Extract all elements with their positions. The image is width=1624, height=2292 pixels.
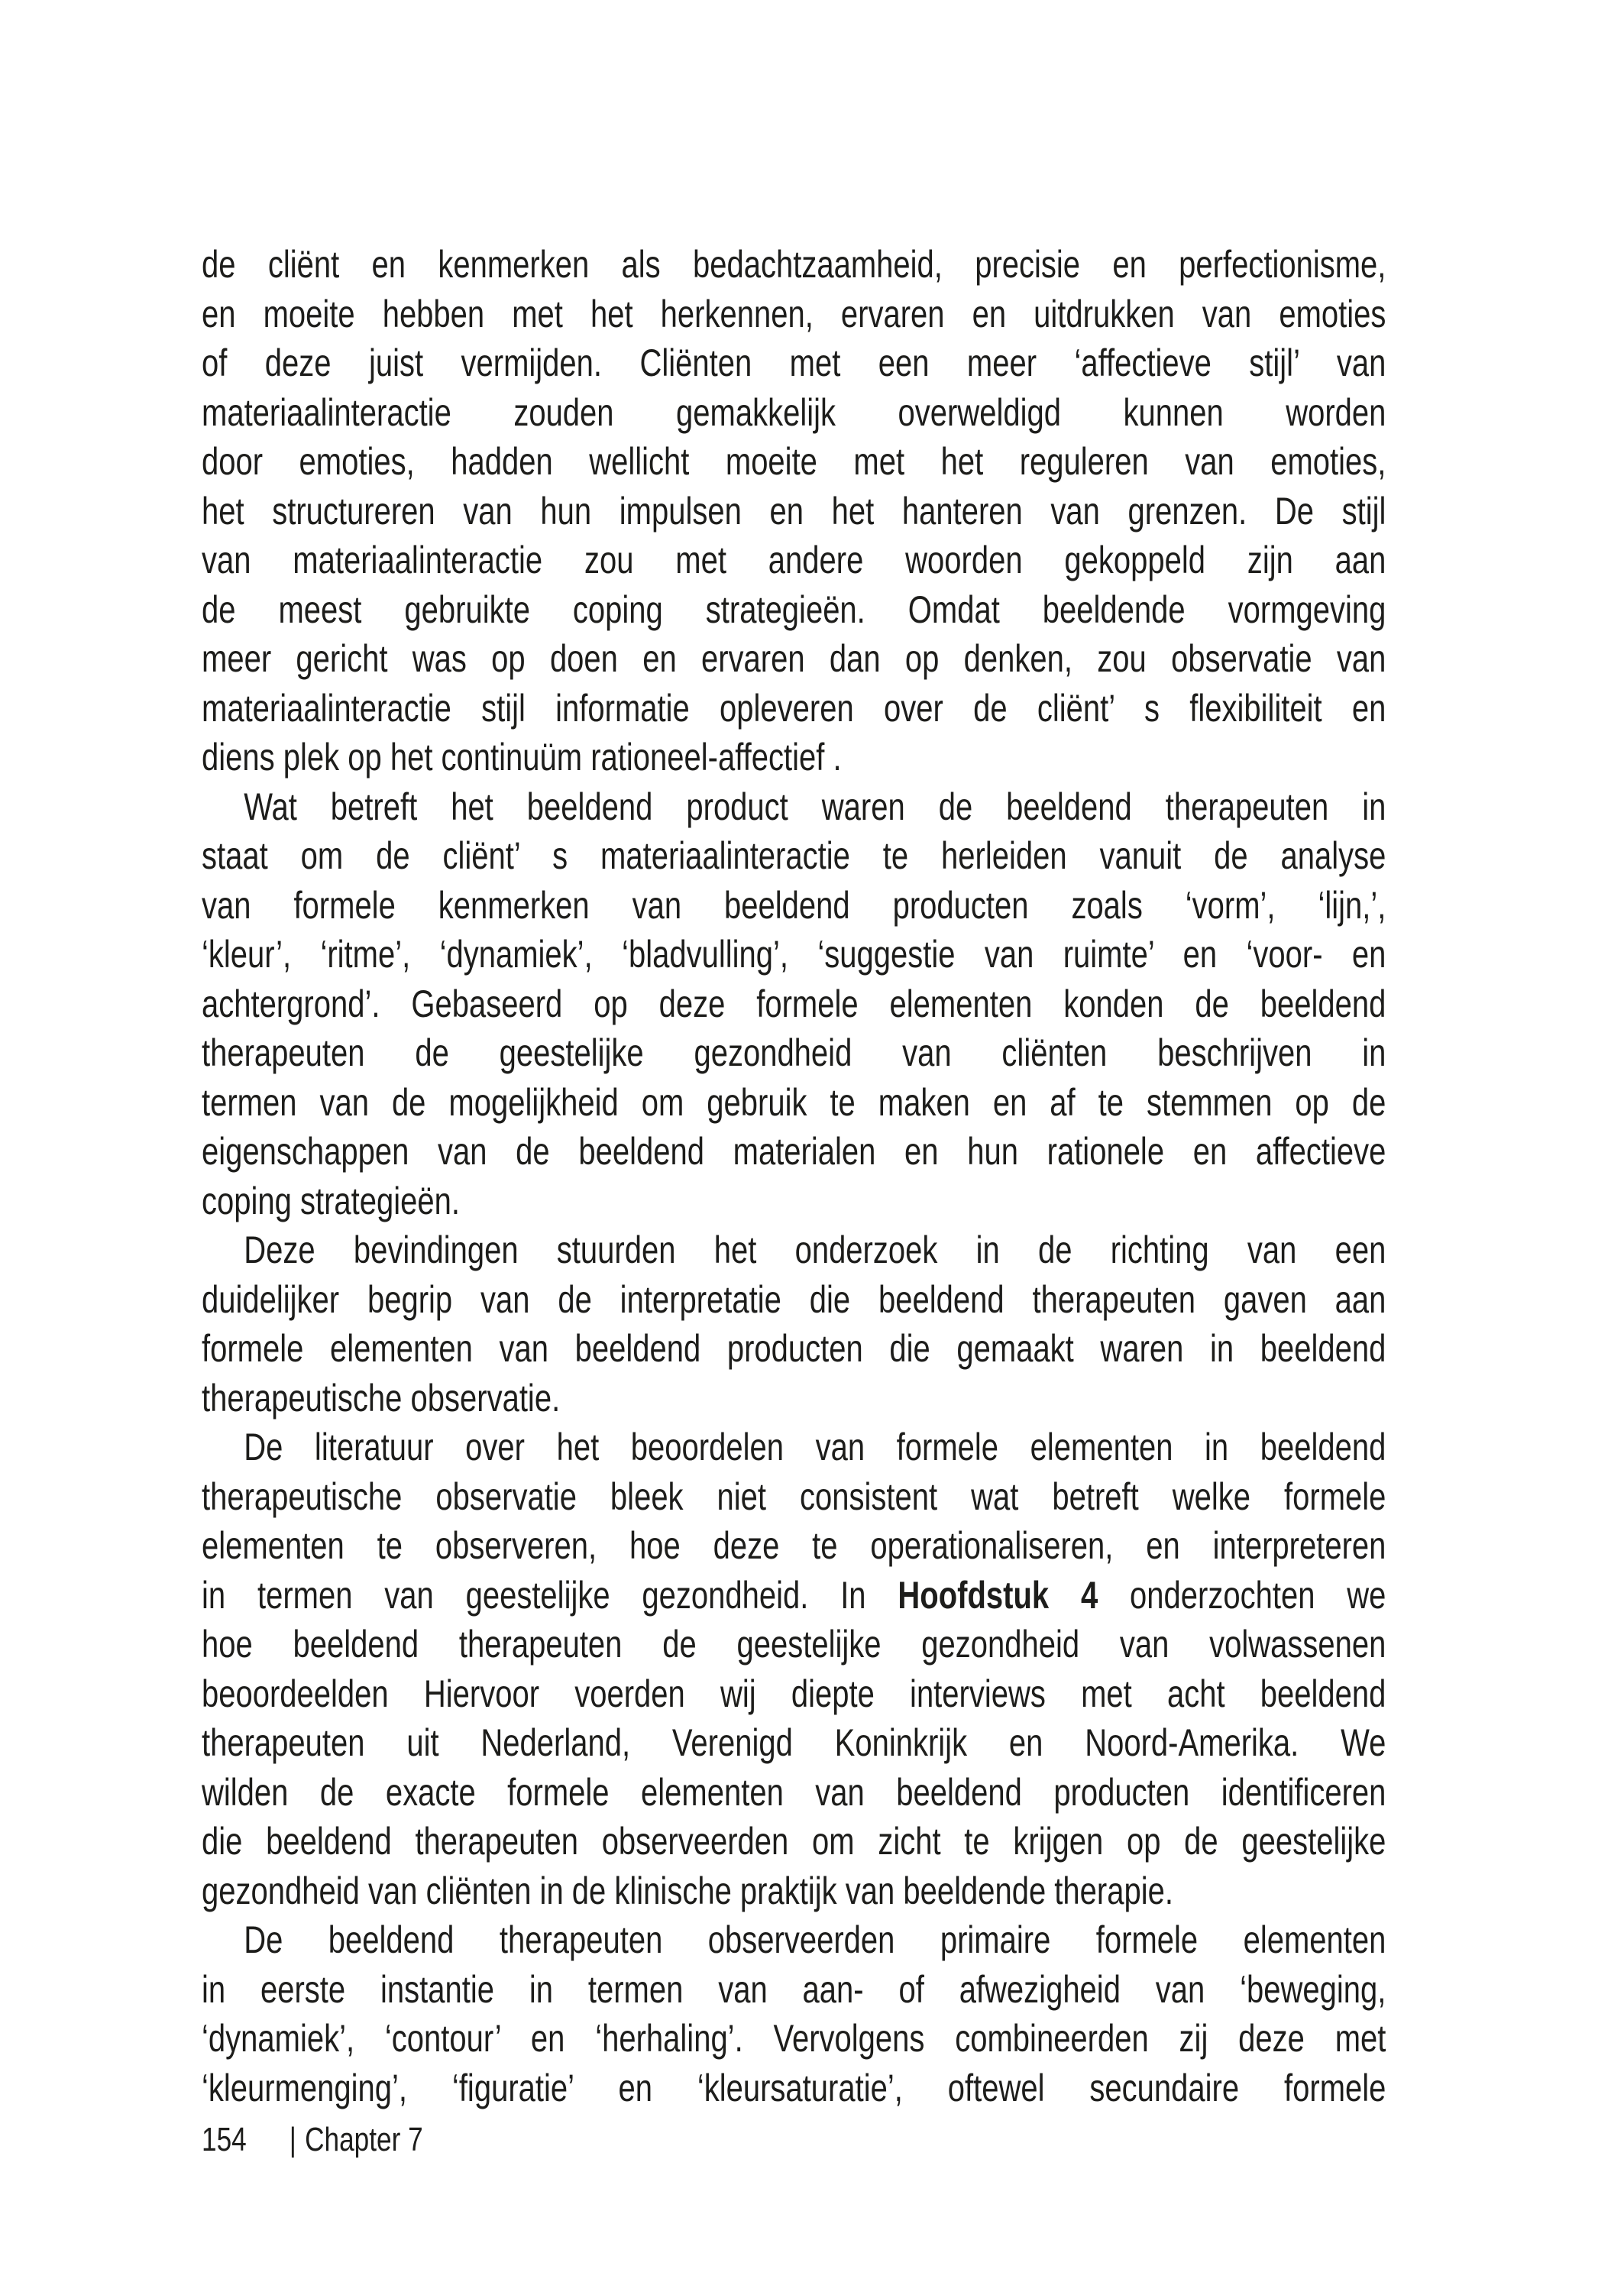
text-line: materiaalinteractie stijl informatie opleveren over de cliënt’ s flexibiliteit en [202, 686, 1386, 730]
text-line: ‘dynamiek’, ‘contour’ en ‘herhaling’. Vervolgens combineerden zij deze met [202, 2017, 1386, 2060]
text-line: eigenschappen van de beeldend materialen en hun rationele en affectieve [202, 1130, 1386, 1173]
text-line: in termen van geestelijke gezondheid. In Hoofdstuk 4 onderzochten we [202, 1573, 1386, 1617]
text-line: ‘kleurmenging’, ‘figuratie’ en ‘kleursaturatie’, oftewel secundaire formele [202, 2066, 1386, 2109]
text-line: meer gericht was op doen en ervaren dan op denken, zou observatie van [202, 637, 1386, 680]
footer-separator: | [289, 2121, 296, 2158]
text-line: formele elementen van beeldend producten die gemaakt waren in beeldend [202, 1327, 1386, 1370]
text-line: die beeldend therapeuten observeerden om zicht te krijgen op de geestelijke [202, 1820, 1386, 1863]
text-line: gezondheid van cliënten in de klinische praktijk van beeldende therapie. [202, 1869, 1173, 1912]
chapter-label: Chapter 7 [305, 2121, 423, 2158]
page-text [202, 240, 1386, 2112]
text-line: van formele kenmerken van beeldend producten zoals ‘vorm’, ‘lijn,’, [202, 883, 1386, 927]
text-line: van materiaalinteractie zou met andere woorden gekoppeld zijn aan [202, 539, 1386, 581]
text-line: diens plek op het continuüm rationeel-affectief . [202, 736, 842, 779]
text-line: staat om de cliënt’ s materiaalinteractie te herleiden vanuit de analyse [202, 834, 1386, 877]
text-line: termen van de mogelijkheid om gebruik te maken en af te stemmen op de [202, 1080, 1386, 1124]
page-number: 154 [202, 2121, 247, 2158]
text-line: achtergrond’. Gebaseerd op deze formele elementen konden de beeldend [202, 982, 1386, 1025]
text-line: therapeutische observatie bleek niet consistent wat betreft welke formele [202, 1475, 1386, 1518]
text-line: wilden de exacte formele elementen van beeldend producten identificeren [202, 1770, 1386, 1814]
text-line: therapeutische observatie. [202, 1376, 561, 1420]
text-line: Deze bevindingen stuurden het onderzoek in de richting van een [244, 1229, 1386, 1271]
text-line: in eerste instantie in termen van aan- of afwezigheid van ‘beweging, [202, 1967, 1386, 2011]
text-line: of deze juist vermijden. Cliënten met een meer ‘affectieve stijl’ van [202, 342, 1386, 384]
text-line: elementen te observeren, hoe deze te operationaliseren, en interpreteren [202, 1524, 1386, 1567]
text-line: therapeuten uit Nederland, Verenigd Koninkrijk en Noord-Amerika. We [202, 1721, 1386, 1764]
text-line: materiaalinteractie zouden gemakkelijk overweldigd kunnen worden [202, 390, 1386, 434]
text-line: De literatuur over het beoordelen van formele elementen in beeldend [244, 1426, 1386, 1468]
text-line: de cliënt en kenmerken als bedachtzaamheid, precisie en perfectionisme, [202, 243, 1386, 286]
text-line: duidelijker begrip van de interpretatie die beeldend therapeuten gaven aan [202, 1277, 1386, 1321]
text-line: coping strategieën. [202, 1179, 461, 1222]
text-line: De beeldend therapeuten observeerden primaire formele elementen [244, 1918, 1386, 1961]
text-line: het structureren van hun impulsen en het hanteren van grenzen. De stijl [202, 489, 1386, 533]
text-line: hoe beeldend therapeuten de geestelijke gezondheid van volwassenen [202, 1623, 1386, 1666]
text-line: beoordeelden Hiervoor voerden wij diepte interviews met acht beeldend [202, 1672, 1386, 1715]
text-line: ‘kleur’, ‘ritme’, ‘dynamiek’, ‘bladvulling’, ‘suggestie van ruimte’ en ‘voor- en [202, 933, 1386, 976]
text-line: Wat betreft het beeldend product waren de beeldend therapeuten in [244, 785, 1386, 828]
page-footer [202, 2121, 423, 2159]
text-line: en moeite hebben met het herkennen, ervaren en uitdrukken van emoties [202, 292, 1386, 335]
text-line: de meest gebruikte coping strategieën. Omdat beeldende vormgeving [202, 588, 1386, 631]
text-line: door emoties, hadden wellicht moeite met het reguleren van emoties, [202, 440, 1386, 483]
text-line: therapeuten de geestelijke gezondheid van cliënten beschrijven in [202, 1031, 1386, 1074]
